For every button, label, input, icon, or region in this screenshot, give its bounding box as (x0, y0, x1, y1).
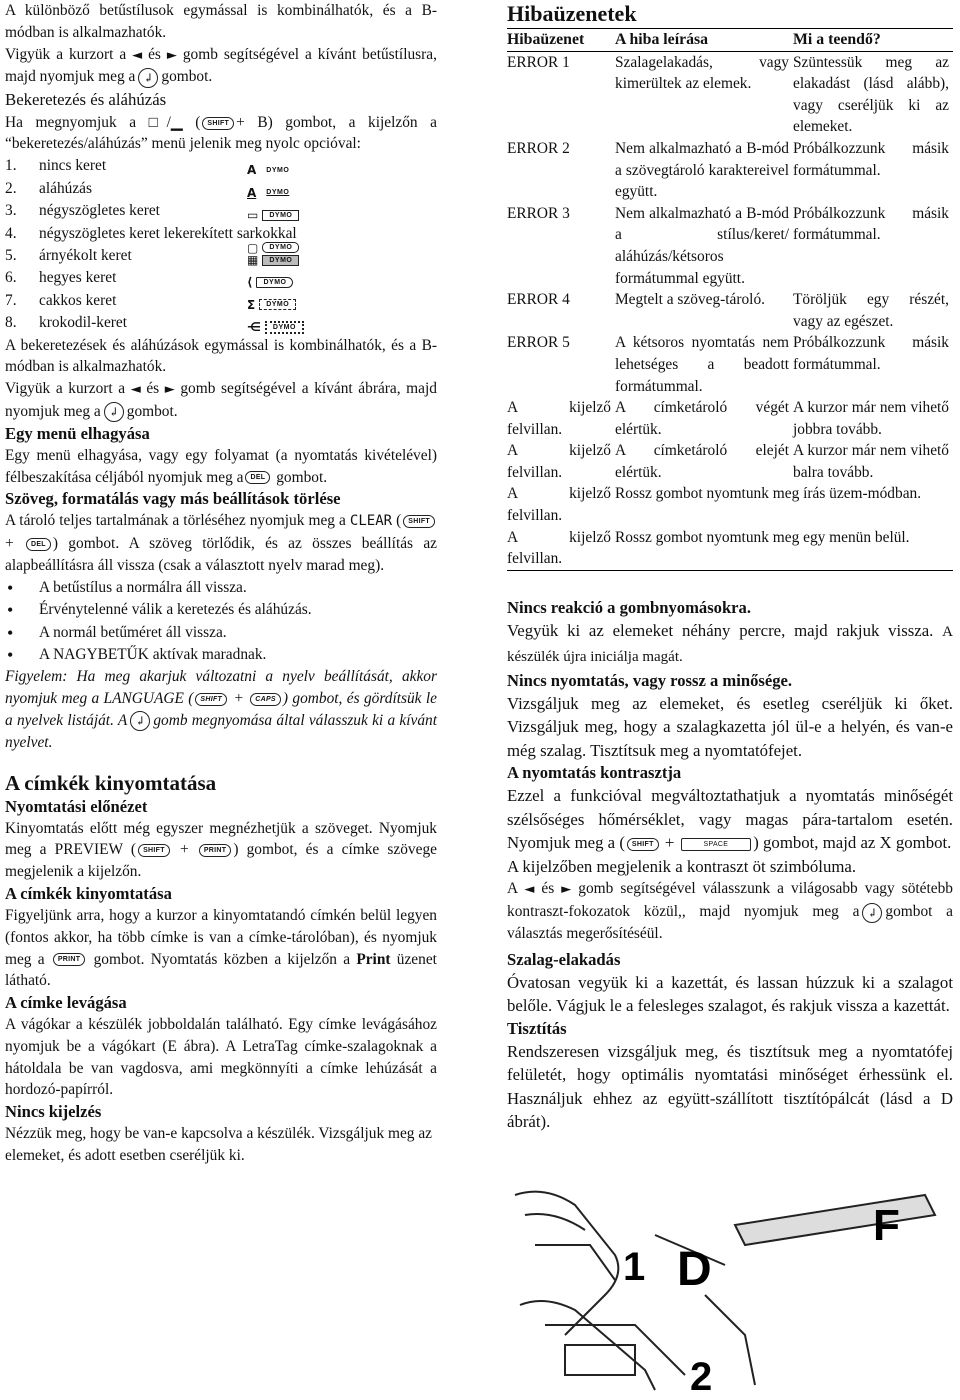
list-item: 1. nincs keret A DYMO (5, 155, 437, 177)
paragraph: A különböző betűstílusok egymással is kombinálhatók, és a B-módban is alkalmazhatók. (5, 2, 437, 41)
heading-no-reaction: Nincs reakció a gombnyomásokra. (507, 597, 751, 617)
note-paragraph: Figyelem: Ha meg akarjuk változatni a nyelv beállítását, akkor nyomjuk meg a LANGUAGE ( SHIFT + CAPS ) gombot, és gördítsük le a nyelvek listáját. A ↲ gomb megnyomása által válasszuk ki a kívánt nyelvet. (5, 668, 437, 751)
heading-border-underline: Bekeretezés és aláhúzás (5, 90, 167, 110)
paragraph: Ha megnyomjuk a □/▁ ( SHIFT + B) gombot, a kijelzőn a “bekeretezés/aláhúzás” menü jelenik meg nyolc opcióval: (5, 113, 437, 153)
del-key-icon: DEL (26, 538, 51, 551)
paragraph: Figyeljünk arra, hogy a kurzor a kinyomtatandó címkén belül legyen (fontos akkor, ha több címke is van a címke-tárolóban), és nyomjuk meg a PRINT gombot. Nyomtatás közben a kijelzőn a Print üzenet látható. (5, 906, 437, 990)
enter-key-icon: ↲ (104, 402, 124, 422)
paragraph: Vizsgáljuk meg az elemeket, és esetleg cseréljük ki őket. Vizsgáljuk meg, hogy a szalagkazetta jól ül-e a helyén, és van-e még szalag. Tisztítsuk meg a nyomtatófejet. (507, 693, 953, 760)
figure-label: D (677, 1243, 712, 1296)
caps-key-icon: CAPS (250, 693, 281, 706)
sample-label-icon: ▦ DYMO (247, 249, 299, 271)
error-table (507, 28, 953, 571)
paragraph: Nézzük meg, hogy be van-e kapcsolva a készülék. Vizsgáljuk meg az elemeket, és adott esetben cseréljük ki. (5, 1125, 433, 1165)
left-column (5, 0, 437, 1167)
figure-label: 1 (623, 1245, 646, 1289)
shift-key-icon: SHIFT (202, 117, 234, 130)
list-item: 7. cakkos keret Σ DYMO (5, 290, 437, 312)
paragraph: Ezzel a funkcióval megváltoztathatjuk a nyomtatás minőségét szélsőséges hőmérséklet, vagy magas pára-tartalom esetén. Nyomjuk meg a ( SHIFT + SPACE ) gombot, majd az X gombot. (507, 786, 953, 853)
heading-cleaning: Tisztítás (507, 1018, 567, 1038)
shift-key-icon: SHIFT (403, 515, 435, 528)
list-item: 3. négyszögletes keret ▭ DYMO (5, 200, 437, 222)
paragraph: A ◄ és ► gomb segítségével válasszunk a világosabb vagy sötétebb kontraszt-fokozatok közül,, majd nyomjuk meg a ↲ gombot a választás megerősítéséül. (507, 880, 954, 942)
paragraph: Óvatosan vegyük ki a kazettát, és lassan húzzuk ki a szalagot belőle. Vágjuk le a felesleges szalagot, és rakjuk vissza a kazettát. (507, 972, 953, 1016)
enter-key-icon: ↲ (138, 68, 158, 88)
heading-print-labels: A címkék kinyomtatása (5, 883, 172, 903)
shift-key-icon: SHIFT (195, 693, 227, 706)
paragraph: A bekeretezések és aláhúzások egymással is kombinálhatók, és a B-módban is alkalmazhatók. (5, 336, 437, 376)
paragraph: A vágókar a készülék jobboldalán található. Egy címke levágásához nyomjuk be a vágókart (E ábra). A LetraTag címke-szalagoknak a hátoldala be van vagdosva, ami megkönnyíti a címke lehúzását a hordozó-papírról. (5, 1016, 437, 1099)
heading-error-messages: Hibaüzenetek (507, 1, 637, 26)
table-row: ERROR 3 Nem alkalmazható a B-mód a stílus/keret/ aláhúzás/kétsoros formátummal együtt. Próbálkozzunk másik formátummal. (507, 204, 949, 287)
border-options-list (5, 155, 437, 334)
print-key-icon: PRINT (53, 953, 86, 966)
sample-label-icon: ▭ DYMO (247, 204, 299, 226)
table-row: A kijelző felvillan. Rossz gombot nyomtunk meg egy menün belül. (507, 527, 953, 571)
column-header: Hibaüzenet (507, 31, 585, 48)
left-arrow-icon: ◄ (524, 882, 535, 898)
list-item: • A normál betűméret áll vissza. (5, 622, 437, 644)
sample-label-icon: ▢ DYMO (247, 237, 299, 259)
print-key-icon: PRINT (199, 844, 232, 857)
shift-key-icon: SHIFT (627, 838, 659, 851)
paragraph: Vegyük ki az elemeket néhány percre, majd rakjuk vissza. A készülék újra iniciálja magát. (507, 620, 953, 666)
table-row: ERROR 4 Megtelt a szöveg-tároló. Töröljük egy részét, vagy az egészet. (507, 291, 949, 330)
paragraph: A tároló teljes tartalmának a törléséhez nyomjuk meg a CLEAR ( SHIFT + DEL ) gombot. A szöveg törlődik, és az összes beállítás az alapbeállításra áll vissza (csak a választott nyelv marad meg). (5, 512, 437, 574)
sample-label-icon: ⋲ DYMO (247, 316, 304, 338)
table-row: ERROR 5 A kétsoros nyomtatás nem lehetséges a beadott formátummal. Próbálkozzunk másik formátummal. (507, 334, 949, 395)
list-item: 5. árnyékolt keret ▦ DYMO (5, 245, 437, 267)
box-underline-icon: □/▁ (148, 113, 183, 131)
list-item: • A betűstílus a normálra áll vissza. (5, 577, 437, 599)
heading-no-display: Nincs kijelzés (5, 1102, 102, 1122)
heading-cut-label: A címke levágása (5, 993, 127, 1013)
left-arrow-icon: ◄ (130, 382, 141, 398)
figure-label: 2 (690, 1355, 713, 1395)
table-row: A kijelző felvillan. A címketároló elejét elértük. A kurzor már nem vihető balra tovább. (507, 442, 949, 481)
cleaning-illustration (505, 1185, 955, 1395)
paragraph: Rendszeresen vizsgáljuk meg, és tisztítsuk meg a nyomtatófej felületét, hogy optimális nyomtatási minőséget érhessünk el. Használjuk ehhez az együtt-szállított tisztítópálcát (lásd a D ábrát). (507, 1041, 953, 1132)
heading-printing: A címkék kinyomtatása (5, 770, 217, 795)
paragraph: A kijelzőben megjelenik a kontraszt öt szimbóluma. (507, 856, 857, 876)
list-item: 4. négyszögletes keret lekerekített sarkokkal ▢ DYMO (5, 223, 437, 245)
shift-key-icon: SHIFT (138, 844, 170, 857)
figure-label: F (873, 1201, 900, 1250)
heading-clear: Szöveg, formatálás vagy más beállítások törlése (5, 489, 341, 509)
printer-drawing-icon (515, 1192, 935, 1390)
paragraph: Vigyük a kurzort a ◄ és ► gomb segítségével a kívánt ábrára, majd nyomjuk meg a ↲ gombot. (5, 378, 437, 423)
heading-no-print: Nincs nyomtatás, vagy rossz a minősége. (507, 670, 793, 690)
table-row: A kijelző felvillan. A címketároló végét elértük. A kurzor már nem vihető jobbra tovább. (507, 399, 949, 438)
right-arrow-icon: ► (166, 47, 177, 63)
list-item: 2. aláhúzás A DYMO (5, 178, 437, 200)
right-arrow-icon: ► (561, 882, 572, 898)
heading-tape-jam: Szalag-elakadás (507, 949, 621, 969)
right-column (507, 0, 953, 1134)
list-item: • A NAGYBETŰK aktívak maradnak. (5, 644, 437, 666)
sample-label-icon: A DYMO (247, 185, 290, 200)
left-arrow-icon: ◄ (132, 47, 143, 63)
list-item: 6. hegyes keret ⟨ DYMO (5, 267, 437, 289)
column-header: Mi a teendő? (793, 31, 881, 48)
table-header-row (507, 29, 953, 52)
del-key-icon: DEL (245, 471, 270, 484)
right-arrow-icon: ► (164, 382, 175, 398)
table-row: ERROR 1 Szalagelakadás, vagy kimerültek az elemek. Szüntessük meg az elakadást (lásd alább), vagy cseréljük ki az elemeket. (507, 53, 949, 136)
list-item: 8. krokodil-keret ⋲ DYMO (5, 312, 437, 334)
enter-key-icon: ↲ (130, 711, 150, 731)
paragraph: Vigyük a kurzort a ◄ és ► gomb segítségével a kívánt betűstílusra, majd nyomjuk meg a ↲ gombot. (5, 44, 437, 89)
space-key-icon: SPACE (681, 838, 752, 851)
sample-label-icon: A DYMO (247, 163, 290, 178)
enter-key-icon: ↲ (862, 903, 882, 923)
list-item: • Érvénytelenné válik a keretezés és aláhúzás. (5, 599, 437, 621)
sample-label-icon: ⟨ DYMO (247, 271, 293, 293)
reset-bullets (5, 577, 437, 667)
heading-exit-menu: Egy menü elhagyása (5, 423, 150, 443)
heading-contrast: A nyomtatás kontrasztja (507, 763, 682, 783)
heading-preview: Nyomtatási előnézet (5, 796, 148, 816)
paragraph: Egy menü elhagyása, vagy egy folyamat (a nyomtatás kivételével) félbeszakítása céljából nyomjuk meg a DEL gombot. (5, 446, 437, 486)
column-header: A hiba leírása (615, 31, 709, 48)
table-row: A kijelző felvillan. Rossz gombot nyomtunk meg írás üzem-módban. (507, 485, 922, 525)
table-row: ERROR 2 Nem alkalmazható a B-mód a szövegtároló karaktereivel együtt. Próbálkozzunk másik formátummal. (507, 139, 949, 201)
sample-label-icon: Σ DYMO (247, 294, 296, 316)
paragraph: Kinyomtatás előtt még egyszer megnézhetjük a szöveget. Nyomjuk meg a PREVIEW ( SHIFT + PRINT ) gombot, és a címke szövege megjelenik a kijelzőn. (5, 819, 437, 881)
